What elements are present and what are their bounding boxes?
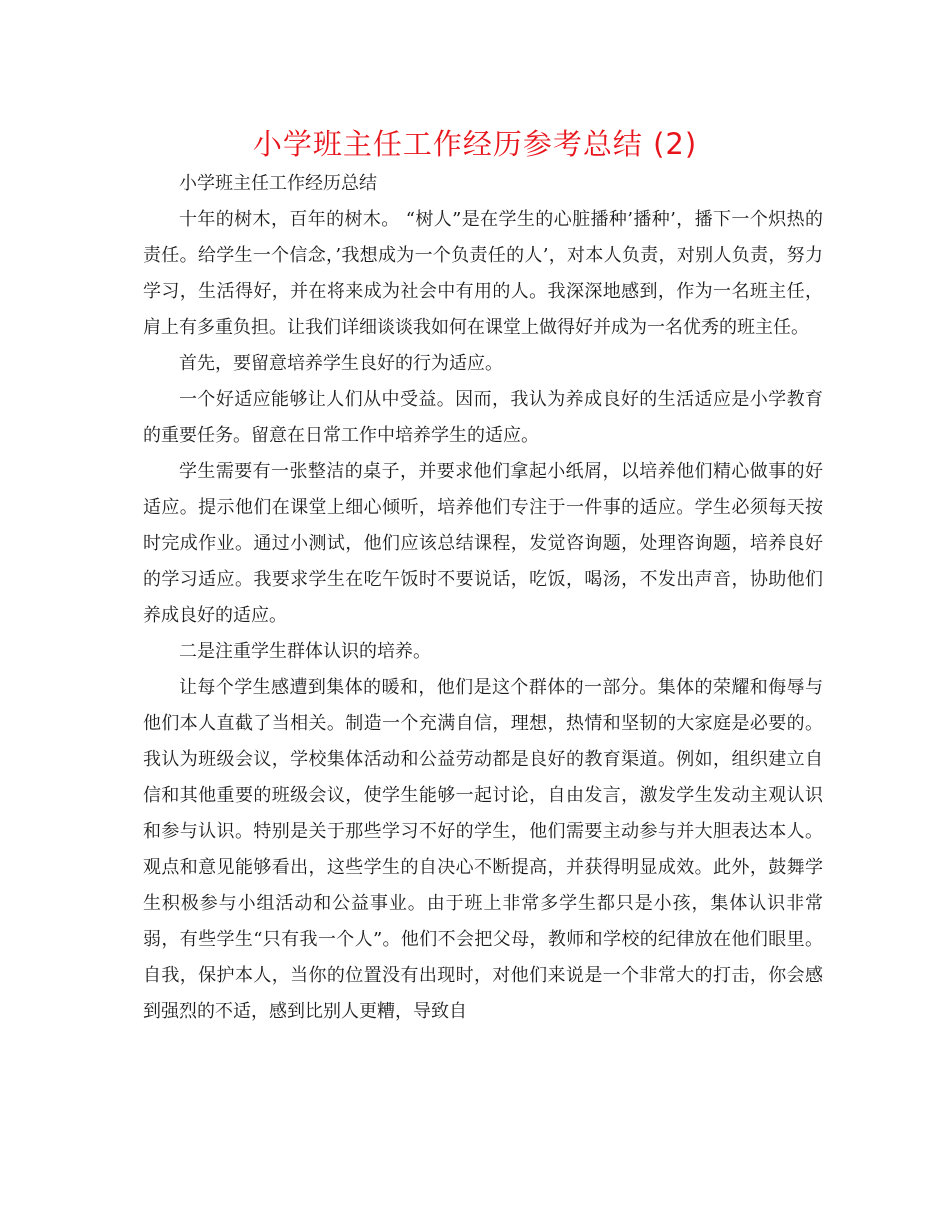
paragraph: 学生需要有一张整洁的桌子，并要求他们拿起小纸屑，以培养他们精心做事的好适应。提示他们在课堂上细心倾听，培养他们专注于一件事的适应。学生必须每天按时完成作业。通过小测试，他们应该总结课程，发觉咨询题，处理咨询题，培养良好的学习适应。我要求学生在吃午饭时不要说话，吃饭，喝汤，不发出声音，协助他们养成良好的适应。 (143, 461, 823, 626)
paragraph-heading: 首先，要留意培养学生良好的行为适应。 (179, 353, 503, 374)
paragraph-subtitle: 小学班主任工作经历总结 (179, 173, 377, 194)
paragraph: 让每个学生感遭到集体的暖和，他们是这个群体的一部分。集体的荣耀和侮辱与他们本人直截了当相关。制造一个充满自信，理想，热情和坚韧的大家庭是必要的。我认为班级会议，学校集体活动和公益劳动都是良好的教育渠道。例如，组织建立自信和其他重要的班级会议，使学生能够一起讨论，自由发言，激发学生发动主观认识和参与认识。特别是关于那些学习不好的学生，他们需要主动参与并大胆表达本人。观点和意见能够看出，这些学生的自决心不断提高，并获得明显成效。此外，鼓舞学生积极参与小组活动和公益事业。由于班上非常多学生都只是小孩，集体认识非常弱，有些学生“只有我一个人”。他们不会把父母，教师和学校的纪律放在他们眼里。自我，保护本人，当你的位置没有出现时，对他们来说是一个非常大的打击，你会感到强烈的不适，感到比别人更糟，导致自 (143, 677, 823, 1022)
document-body (143, 166, 823, 1030)
document-title: 小学班主任工作经历参考总结 (2) (252, 127, 698, 161)
paragraph-heading: 二是注重学生群体认识的培养。 (179, 641, 431, 662)
paragraph: 一个好适应能够让人们从中受益。因而，我认为养成良好的生活适应是小学教育的重要任务。留意在日常工作中培养学生的适应。 (143, 389, 823, 446)
paragraph: 十年的树木，百年的树木。 “树人”是在学生的心脏播种’播种’，播下一个炽热的责任。给学生一个信念，’我想成为一个负责任的人’，对本人负责，对别人负责，努力学习，生活得好，并在将来成为社会中有用的人。我深深地感到，作为一名班主任，肩上有多重负担。让我们详细谈谈我如何在课堂上做得好并成为一名优秀的班主任。 (143, 209, 823, 338)
